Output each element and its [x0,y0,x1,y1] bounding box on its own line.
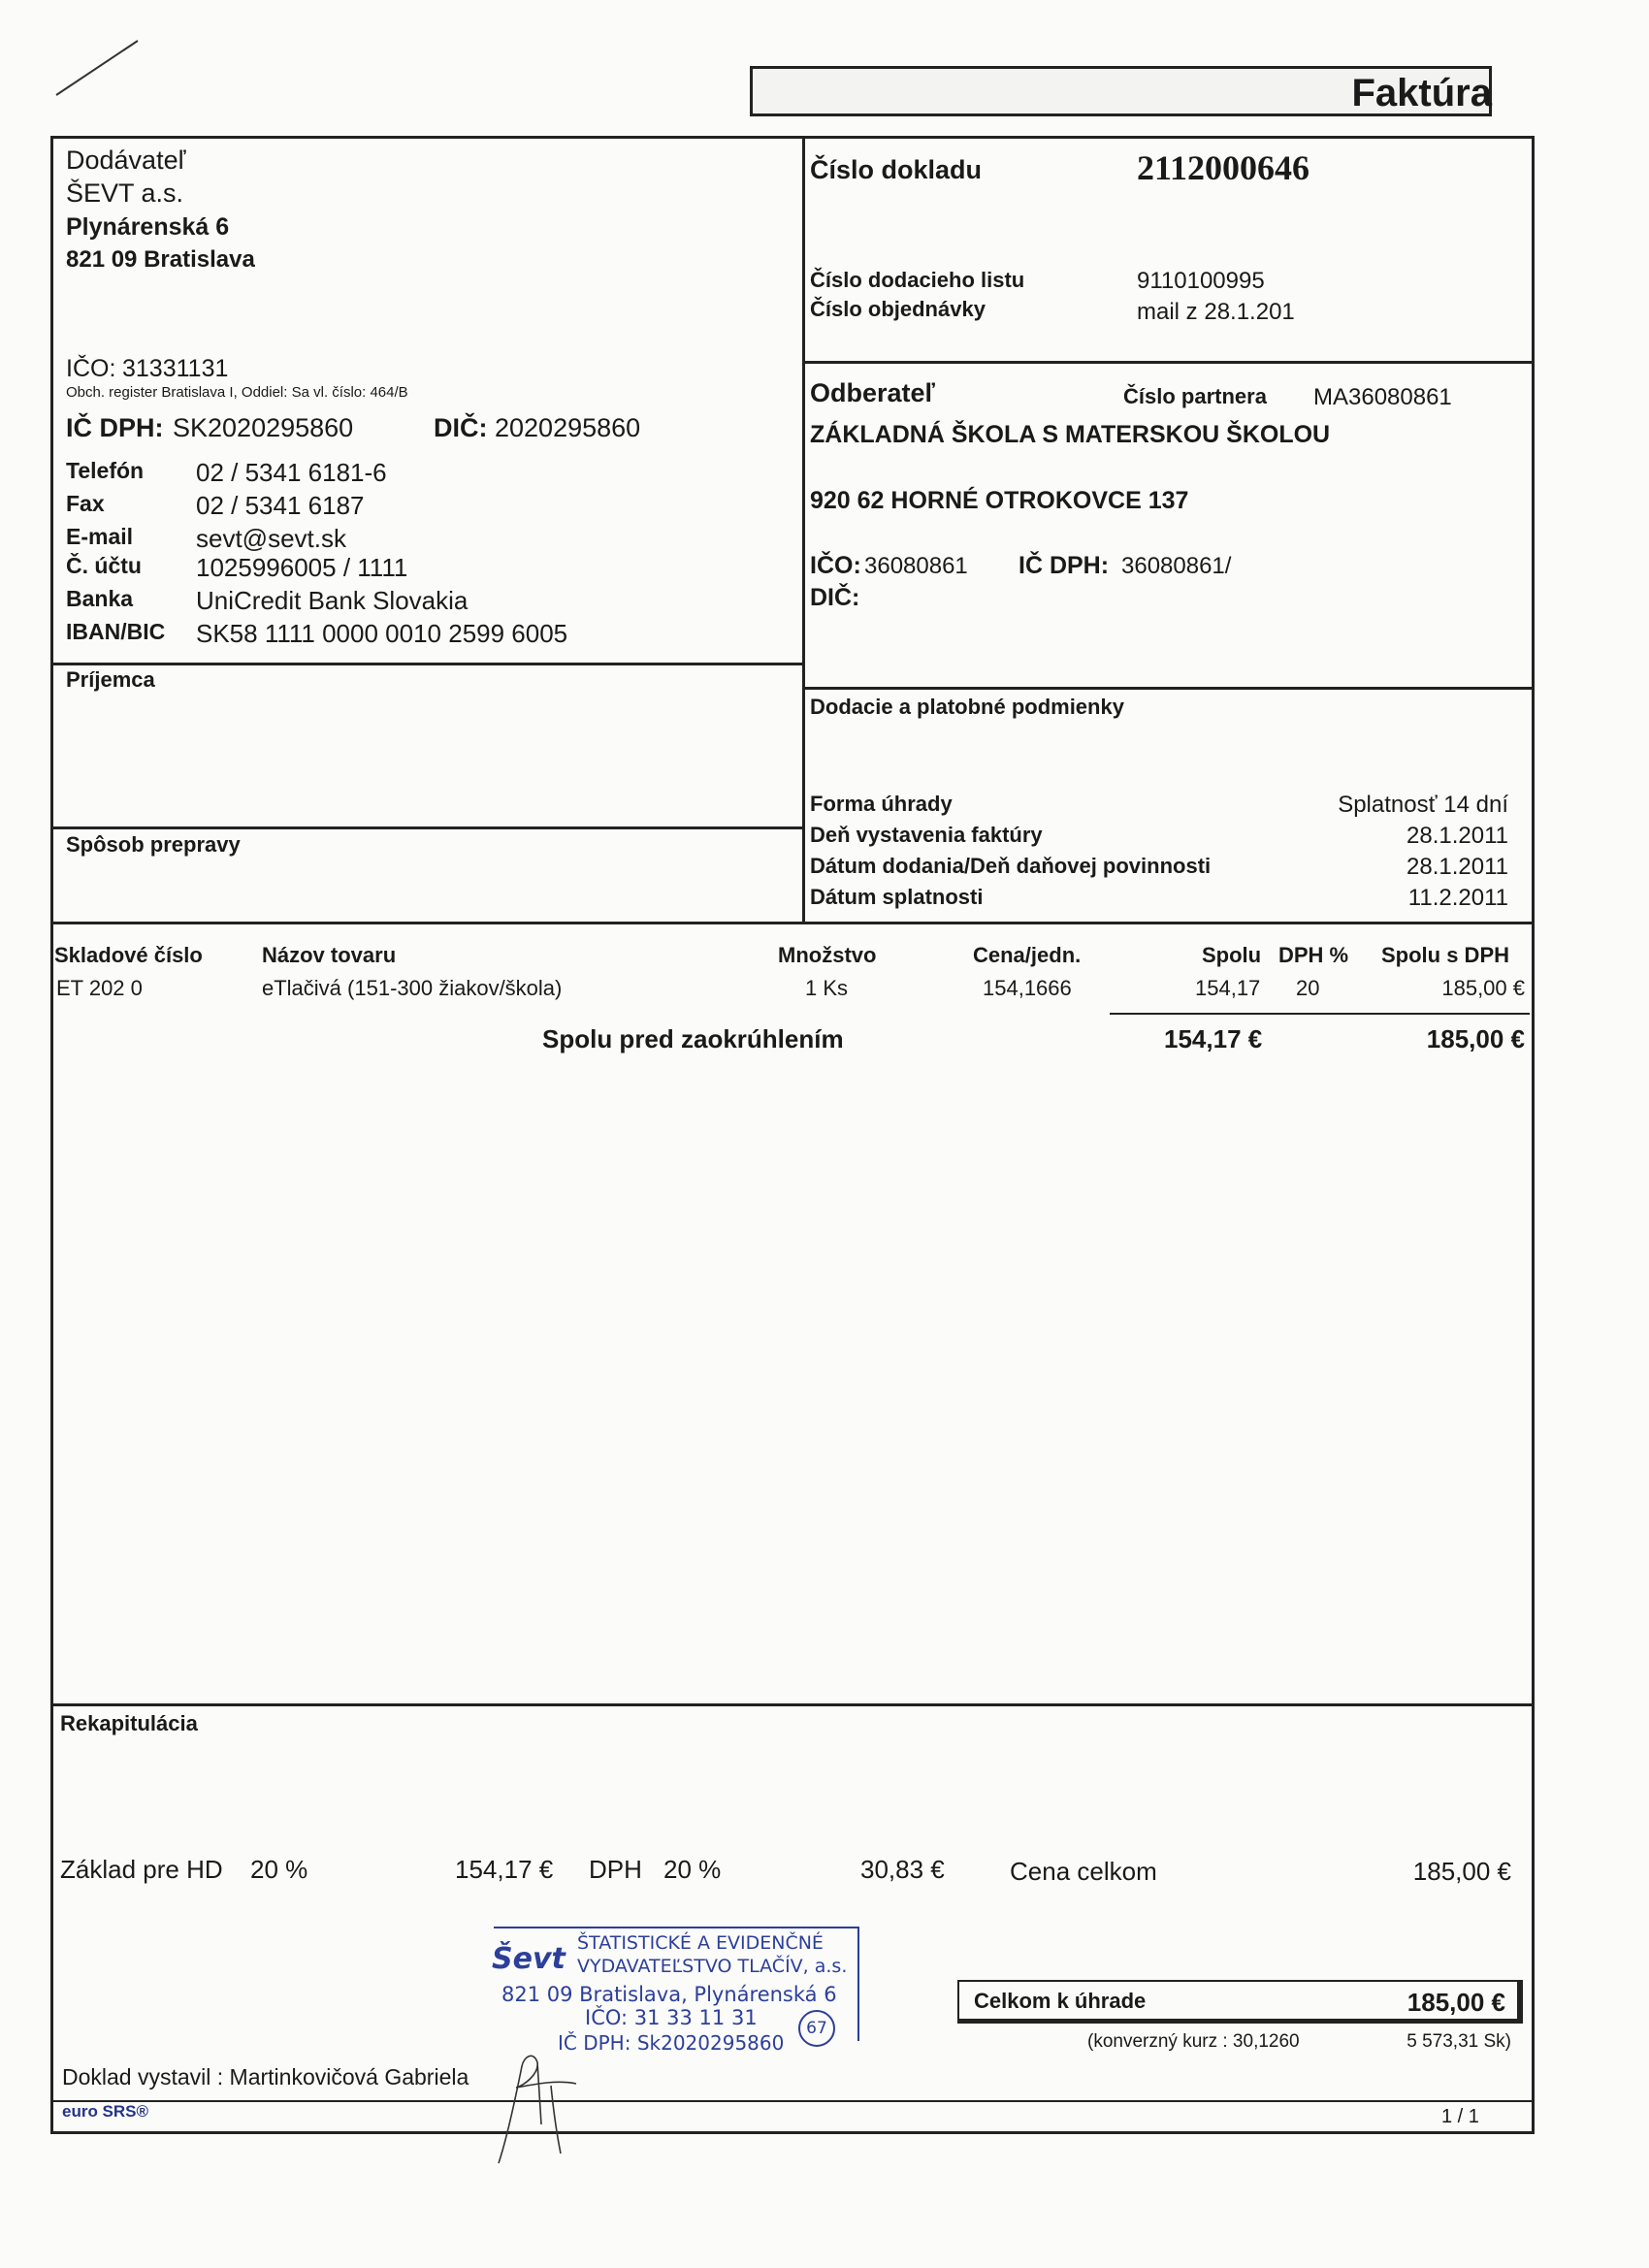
document-number-label: Číslo dokladu [810,155,983,184]
delivery-note-label: Číslo dodacieho listu [810,268,1025,292]
subtotal-value: 154,17 € [1164,1024,1263,1053]
stamp-logo: Ševt [492,1942,566,1976]
customer-name: ZÁKLADNÁ ŠKOLA S MATERSKOU ŠKOLOU [810,421,1331,448]
terms-row [810,792,1508,823]
supplier-dic: 2020295860 [495,413,641,442]
divider [50,826,804,829]
recap-base-label: Základ pre HD [60,1855,223,1884]
recap-vat-value: 30,83 € [860,1855,945,1884]
recap-total-value: 185,00 € [1412,1857,1511,1886]
handwritten-signature [483,2027,599,2173]
customer-icdph-label: IČ DPH: [1018,552,1110,579]
contact-value: 02 / 5341 6187 [196,491,365,520]
divider [50,663,804,665]
col-vat: DPH % [1278,943,1349,967]
customer-heading: Odberateľ [810,378,935,407]
supplier-heading: Dodávateľ [66,146,186,175]
stamp-number-circle [798,2010,835,2047]
contact-row [66,524,784,553]
col-code: Skladové číslo [54,943,203,967]
recap-base-value: 154,17 € [455,1855,554,1884]
issued-by: Doklad vystavil : Martinkovičová Gabriela [62,2064,469,2090]
contact-value: 1025996005 / 1111 [196,553,408,582]
pen-mark [48,29,146,107]
terms-value: Splatnosť 14 dní [1338,792,1508,818]
terms-label: Dátum splatnosti [810,885,984,909]
divider [50,1703,1535,1706]
customer-address: 920 62 HORNÉ OTROKOVCE 137 [810,487,1189,514]
supplier-city: 821 09 Bratislava [66,246,255,273]
payment-sk-value: 5 573,31 Sk) [1406,2031,1511,2052]
contact-row [66,458,784,491]
stamp-line2: VYDAVATEĽSTVO TLAČÍV, a.s. [577,1956,848,1977]
cell-unit-price: 154,1666 [983,976,1072,1000]
supplier-dic-label: DIČ: [434,413,488,442]
terms-value: 28.1.2011 [1406,854,1508,880]
contact-value: sevt@sevt.sk [196,524,346,553]
customer-dic-label: DIČ: [810,584,860,611]
recipient-label: Príjemca [66,667,155,692]
customer-ico: 36080861 [864,553,968,579]
terms-list [810,792,1508,916]
cell-qty: 1 Ks [805,976,849,1000]
recap-base-rate: 20 % [250,1855,308,1884]
payment-label: Celkom k úhrade [974,1989,1147,2013]
cell-total: 154,17 [1195,976,1261,1000]
stamp-number: 67 [806,2019,827,2038]
col-total-vat: Spolu s DPH [1381,943,1510,967]
delivery-note-number: 9110100995 [1137,268,1265,294]
contact-value: UniCredit Bank Slovakia [196,586,469,615]
contact-row [66,553,784,586]
recap-total-label: Cena celkom [1010,1857,1157,1886]
stamp-line1: ŠTATISTICKÉ A EVIDENČNÉ [577,1932,824,1954]
software-label: euro SRS® [62,2102,149,2121]
supplier-ico: 31331131 [122,355,229,382]
contact-label: IBAN/BIC [66,619,166,644]
page-number: 1 / 1 [1441,2106,1479,2127]
supplier-icdph: SK2020295860 [173,413,354,442]
subtotal-vat-value: 185,00 € [1426,1024,1525,1053]
order-number: mail z 28.1.201 [1137,299,1295,325]
divider [802,361,1535,364]
terms-row [810,823,1508,854]
stamp-frame-right [857,1927,859,2041]
contact-value: 02 / 5341 6181-6 [196,458,387,487]
col-qty: Množstvo [778,943,877,967]
stamp-line5: IČ DPH: Sk2020295860 [558,2031,785,2055]
subtotal-rule [1110,1013,1530,1015]
divider [50,2100,1535,2102]
document-number: 2112000646 [1137,148,1310,187]
stamp-line3: 821 09 Bratislava, Plynárenská 6 [501,1983,837,2006]
contact-label: E-mail [66,524,134,549]
divider [802,136,805,922]
contact-row [66,586,784,619]
col-unit-price: Cena/jedn. [973,943,1082,967]
col-total: Spolu [1202,943,1262,967]
recap-vat-rate: 20 % [663,1855,722,1884]
subtotal-label: Spolu pred zaokrúhlením [542,1024,844,1053]
contact-label: Banka [66,586,134,611]
supplier-register: Obch. register Bratislava I, Oddiel: Sa vl. číslo: 464/B [66,384,408,401]
payment-value: 185,00 € [1406,1988,1505,2017]
recap-vat-label: DPH [589,1855,642,1884]
terms-row [810,885,1508,916]
recap-heading: Rekapitulácia [60,1711,198,1735]
cell-code: ET 202 0 [56,976,143,1000]
terms-label: Deň vystavenia faktúry [810,823,1043,847]
col-name: Názov tovaru [262,943,397,967]
customer-icdph: 36080861/ [1121,553,1232,579]
partner-label: Číslo partnera [1123,384,1267,408]
supplier-contacts [66,458,784,652]
transport-label: Spôsob prepravy [66,832,241,857]
supplier-street: Plynárenská 6 [66,213,230,241]
order-label: Číslo objednávky [810,297,986,321]
terms-label: Forma úhrady [810,792,953,816]
cell-name: eTlačivá (151-300 žiakov/škola) [262,976,563,1000]
supplier-icdph-label: IČ DPH: [66,413,164,442]
terms-value: 28.1.2011 [1406,823,1508,849]
contact-label: Fax [66,491,105,516]
divider [802,687,1535,690]
customer-ico-label: IČO: [810,552,861,579]
terms-row [810,854,1508,885]
terms-heading: Dodacie a platobné podmienky [810,695,1124,719]
contact-label: Telefón [66,458,145,483]
stamp-frame-top [494,1927,858,1928]
divider [50,922,1535,924]
partner-number: MA36080861 [1313,384,1452,410]
cell-total-vat: 185,00 € [1441,976,1525,1000]
contact-row [66,619,784,652]
contact-value: SK58 1111 0000 0010 2599 6005 [196,619,568,648]
terms-label: Dátum dodania/Deň daňovej povinnosti [810,854,1212,878]
document-title: Faktúra [1351,72,1492,114]
terms-value: 11.2.2011 [1407,885,1508,911]
contact-row [66,491,784,524]
supplier-ico-label: IČO: [66,355,116,382]
contact-label: Č. účtu [66,553,142,578]
exchange-rate-note: (konverzný kurz : 30,1260 [1087,2031,1300,2052]
supplier-name: ŠEVT a.s. [66,178,184,208]
stamp-line4: IČO: 31 33 11 31 [585,2006,758,2029]
cell-vat: 20 [1296,976,1320,1000]
